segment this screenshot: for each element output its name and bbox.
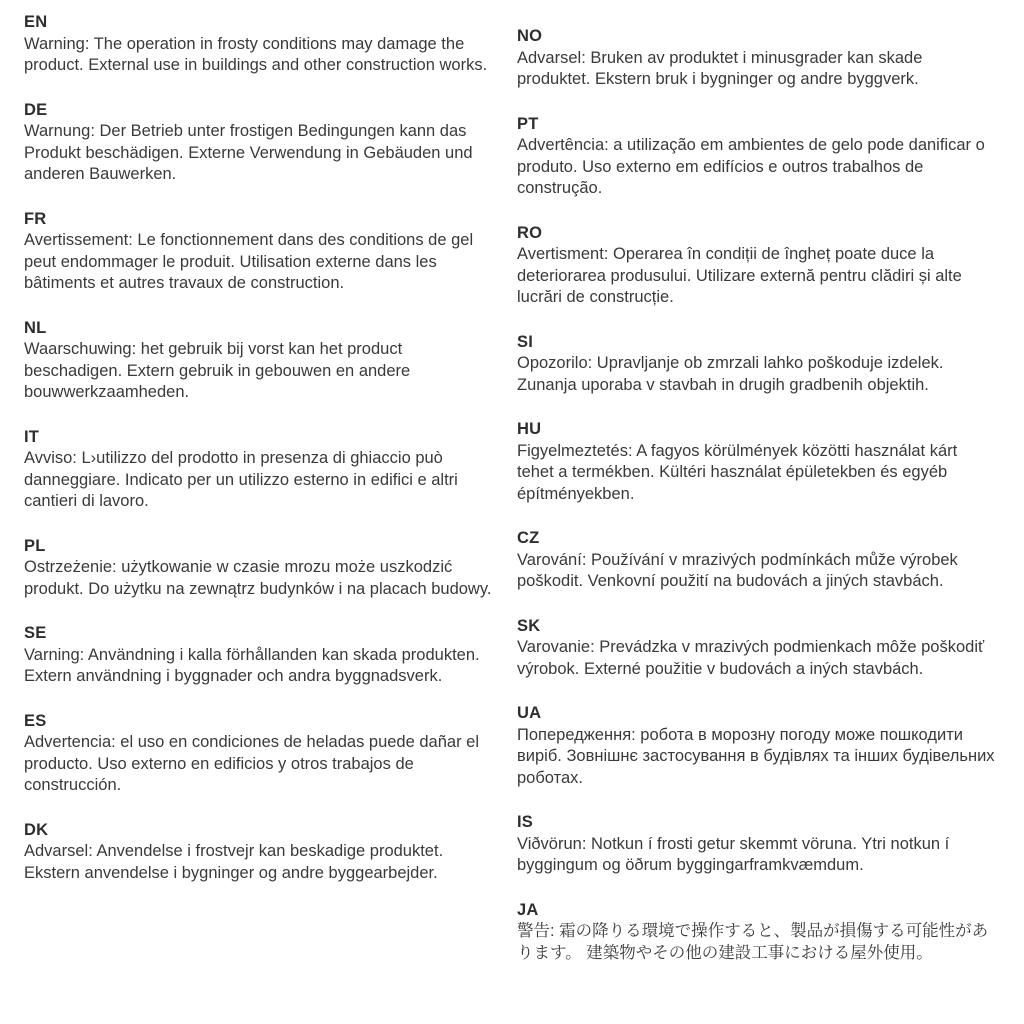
lang-section-fr	[24, 209, 502, 295]
left-column	[24, 12, 502, 1024]
warning-text: Varovanie: Prevádzka v mrazivých podmienkach môže poškodiť výrobok. Externé použitie v budovách a iných stavbách.	[517, 638, 985, 678]
lang-code-label: SI	[517, 332, 533, 351]
lang-section-pt	[517, 114, 995, 200]
lang-section-se	[24, 623, 502, 688]
lang-code-label: IT	[24, 427, 40, 446]
warning-text: Ostrzeżenie: użytkowanie w czasie mrozu może uszkodzić produkt. Do użytku na zewnątrz budynków i na placach budowy.	[24, 558, 492, 598]
warning-text: Opozorilo: Upravljanje ob zmrzali lahko poškoduje izdelek. Zunanja uporaba v stavbah in drugih gradbenih objektih.	[517, 354, 944, 394]
lang-code-label: NL	[24, 318, 47, 337]
lang-code-label: DK	[24, 820, 49, 839]
lang-code-label: UA	[517, 704, 542, 722]
warning-text: Advertência: a utilização em ambientes de gelo pode danificar o produto. Uso externo em edifícios e outros trabalhos de construção.	[517, 136, 985, 197]
lang-section-dk	[24, 820, 502, 885]
warning-text: Avertissement: Le fonctionnement dans des conditions de gel peut endommager le produit. Utilisation externe dans les bâtiments et autres travaux de construction.	[24, 231, 474, 292]
lang-section-pl	[24, 536, 502, 601]
warning-text: Advarsel: Anvendelse i frostvejr kan beskadige produktet. Ekstern anvendelse i bygninger og andre byggearbejder.	[24, 842, 444, 882]
lang-code-label: NO	[517, 27, 543, 45]
lang-section-no	[517, 26, 995, 91]
warning-text: Advertencia: el uso en condiciones de heladas puede dañar el producto. Uso externo en edificios y otros trabajos de construcción.	[24, 733, 479, 794]
lang-code-label: SE	[24, 624, 47, 642]
lang-code-label: SK	[517, 616, 541, 635]
lang-section-ja	[517, 900, 995, 965]
lang-code-label: RO	[517, 223, 543, 242]
lang-code-label: EN	[24, 13, 48, 31]
lang-code-label: CZ	[517, 529, 540, 547]
lang-section-si	[517, 332, 995, 397]
lang-code-label: HU	[517, 420, 542, 438]
lang-code-label: DE	[24, 100, 48, 119]
warning-text: Figyelmeztetés: A fagyos körülmények közötti használat kárt tehet a termékben. Kültéri használat épületekben és egyéb építményekben.	[517, 441, 958, 503]
lang-section-ro	[517, 223, 995, 309]
warning-text: Warning: The operation in frosty conditions may damage the product. External use in buildings and other construction works.	[24, 34, 488, 74]
lang-section-cz	[517, 528, 995, 593]
warning-text: 警告: 霜の降りる環境で操作すると、製品が損傷する可能性があります。 建築物やその他の建設工事における屋外使用。	[517, 922, 989, 962]
warning-text: Varování: Používání v mrazivých podmínkách může výrobek poškodit. Venkovní použití na budovách a jiných stavbách.	[517, 550, 958, 590]
lang-section-sk	[517, 616, 995, 681]
lang-code-label: IS	[517, 813, 533, 831]
warning-text: Avertisment: Operarea în condiții de îngheț poate duce la deteriorarea produsului. Utilizare externă pentru clădiri și alte lucrări de construcție.	[517, 245, 962, 306]
lang-section-ua	[517, 703, 995, 789]
lang-section-en	[24, 12, 502, 77]
lang-section-it	[24, 427, 502, 513]
warning-text: Warnung: Der Betrieb unter frostigen Bedingungen kann das Produkt beschädigen. Externe Verwendung in Gebäuden und anderen Bauwerken.	[24, 122, 473, 183]
lang-code-label: FR	[24, 209, 47, 228]
warning-text: Попередження: робота в морозну погоду може пошкодити виріб. Зовнішнє застосування в будівлях та інших будівельних роботах.	[517, 725, 995, 787]
lang-section-de	[24, 100, 502, 186]
lang-section-hu	[517, 419, 995, 505]
lang-code-label: JA	[517, 900, 539, 919]
lang-code-label: ES	[24, 711, 47, 730]
warning-text: Viðvörun: Notkun í frosti getur skemmt vöruna. Ytri notkun í byggingum og öðrum byggingarframkvæmdum.	[517, 834, 950, 874]
lang-code-label: PT	[517, 114, 539, 133]
lang-section-nl	[24, 318, 502, 404]
warning-text: Advarsel: Bruken av produktet i minusgrader kan skade produktet. Ekstern bruk i bygninger og andre byggverk.	[517, 48, 923, 88]
lang-section-es	[24, 711, 502, 797]
warning-text: Waarschuwing: het gebruik bij vorst kan het product beschadigen. Extern gebruik in gebouwen en andere bouwwerkzaamheden.	[24, 340, 411, 401]
lang-section-is	[517, 812, 995, 877]
warning-text: Avviso: L›utilizzo del prodotto in presenza di ghiaccio può danneggiare. Indicato per un utilizzo esterno in edifici e altri cantieri di lavoro.	[24, 449, 458, 510]
lang-code-label: PL	[24, 536, 46, 555]
right-column	[517, 12, 995, 1024]
warning-text: Varning: Användning i kalla förhållanden kan skada produkten. Extern användning i byggnader och andra byggnadsverk.	[24, 645, 480, 685]
